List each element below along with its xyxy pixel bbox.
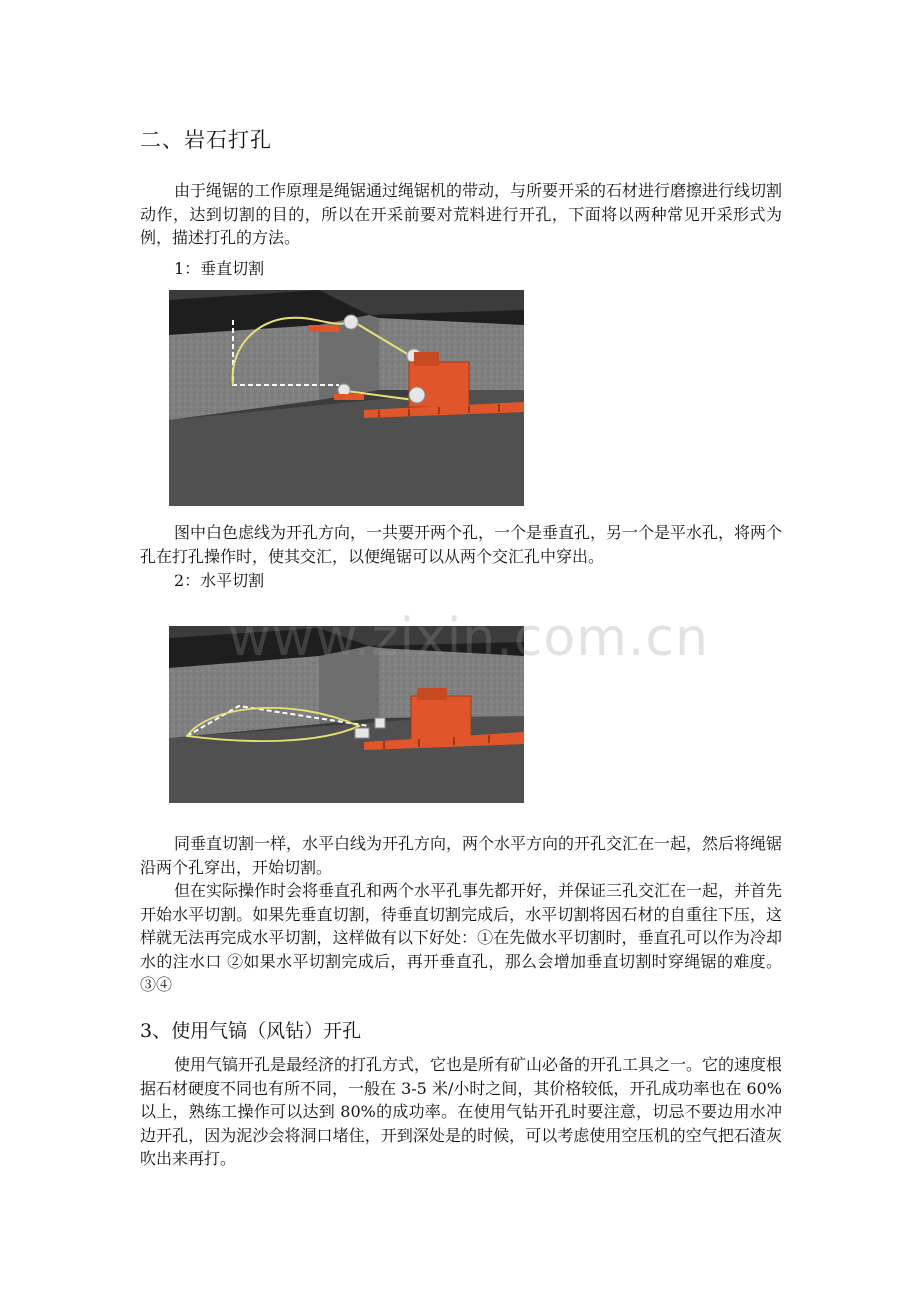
vertical-cut-label: 1：垂直切割 bbox=[174, 259, 265, 278]
vertical-cut-caption: 图中白色虑线为开孔方向，一共要开两个孔，一个是垂直孔，另一个是平水孔，将两个孔在打孔操作时，使其交汇，以便绳锯可以从两个交汇孔中穿出。 bbox=[140, 523, 783, 566]
vertical-cut-illustration bbox=[169, 290, 524, 506]
watermark: www.zixin.com.cn bbox=[228, 608, 709, 668]
practice-paragraph: 但在实际操作时会将垂直孔和两个水平孔事先都开好，并保证三孔交汇在一起，并首先开始水平切割。如果先垂直切割，待垂直切割完成后，水平切割将因石材的自重往下压，这样就无法再完成水平切割，这样做有以下好处：①在先做水平切割时，垂直孔可以作为冷却水的注水口 ②如果水平切割完成后，再开垂直孔，那么会增加垂直切割时穿绳锯的难度。 ③④ bbox=[140, 881, 783, 994]
section-title: 二、岩石打孔 bbox=[140, 128, 272, 152]
intro-paragraph: 由于绳锯的工作原理是绳锯通过绳锯机的带动，与所要开采的石材进行磨擦进行线切割动作，达到切割的目的，所以在开采前要对荒料进行开孔，下面将以两种常见开采形式为例，描述打孔的方法。 bbox=[140, 181, 783, 247]
horizontal-cut-label: 2：水平切割 bbox=[174, 571, 265, 590]
pneumatic-drill-paragraph: 使用气镐开孔是最经济的打孔方式，它也是所有矿山必备的开孔工具之一。它的速度根据石材硬度不同也有所不同，一般在 3-5 米/小时之间，其价格较低，开孔成功率也在 60%以上，熟练工操作可以达到 80%的成功率。在使用气钻开孔时要注意，切忌不要边用水冲边开孔，因为泥沙会将洞口堵住，开到深处是的时候，可以考虑使用空压机的空气把石渣灰吹出来再打。 bbox=[140, 1055, 783, 1168]
subsection-title: 3、使用气镐（风钻）开孔 bbox=[140, 1020, 362, 1042]
horizontal-cut-caption: 同垂直切割一样，水平白线为开孔方向，两个水平方向的开孔交汇在一起，然后将绳锯沿两个孔穿出，开始切割。 bbox=[140, 834, 783, 877]
